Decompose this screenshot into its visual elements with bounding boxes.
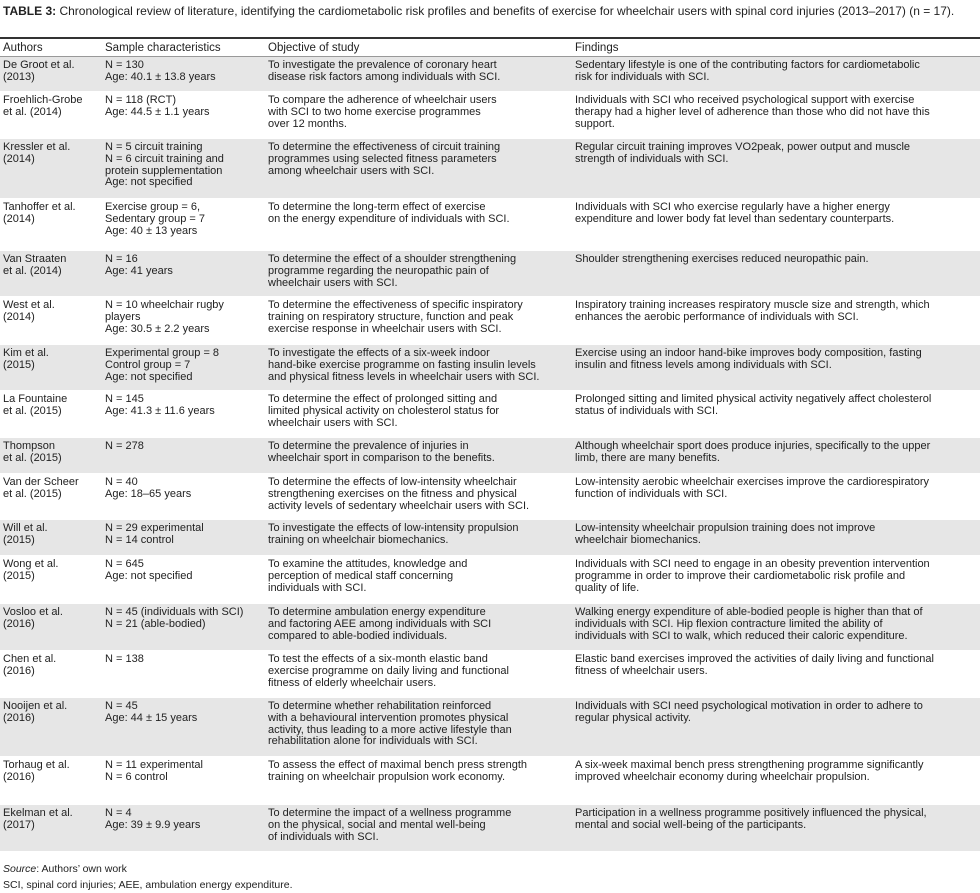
table-row	[0, 297, 980, 345]
objective-cell: To determine the effectiveness of specific inspiratory training on respiratory structure, function and peak exercise response in wheelchair users with SCI.	[268, 299, 523, 335]
sample-cell: N = 11 experimental N = 6 control	[105, 759, 203, 783]
sample-cell: Exercise group = 6, Sedentary group = 7 Age: 40 ± 13 years	[105, 201, 205, 237]
source-label: Source	[3, 863, 37, 875]
sample-cell: N = 40 Age: 18–65 years	[105, 476, 192, 500]
authors-cell: Thompson et al. (2015)	[3, 440, 62, 464]
table-row	[0, 604, 980, 651]
authors-cell: Kim et al. (2015)	[3, 347, 49, 371]
findings-cell: Although wheelchair sport does produce injuries, specifically to the upper limb, there are many benefits.	[575, 440, 931, 464]
authors-cell: Will et al. (2015)	[3, 522, 48, 546]
findings-cell: Individuals with SCI need to engage in an obesity prevention intervention programme in order to improve their cardiometabolic risk profile and quality of life.	[575, 558, 930, 594]
objective-cell: To investigate the effects of low-intensity propulsion training on wheelchair biomechanics.	[268, 522, 519, 546]
caption-text: Chronological review of literature, identifying the cardiometabolic risk profiles and benefits of exercise for wheelchair users with spinal cord injuries (2013–2017) (n = 17).	[56, 4, 955, 18]
table-row	[0, 805, 980, 852]
literature-table	[0, 37, 980, 852]
sample-cell: N = 118 (RCT) Age: 44.5 ± 1.1 years	[105, 94, 210, 118]
sample-cell: N = 45 (individuals with SCI) N = 21 (able-bodied)	[105, 606, 244, 630]
findings-cell: Elastic band exercises improved the activities of daily living and functional fitness of wheelchair users.	[575, 653, 934, 677]
findings-cell: Regular circuit training improves VO2peak, power output and muscle strength of individuals with SCI.	[575, 141, 911, 165]
sample-cell: Experimental group = 8 Control group = 7 Age: not specified	[105, 347, 220, 383]
authors-cell: Nooijen et al. (2016)	[3, 700, 68, 724]
authors-cell: Van Straaten et al. (2014)	[3, 253, 67, 277]
findings-cell: A six-week maximal bench press strengthening programme significantly improved wheelchair economy during wheelchair propulsion.	[575, 759, 924, 783]
authors-cell: Froehlich-Grobe et al. (2014)	[3, 94, 83, 118]
table-row	[0, 474, 980, 520]
findings-cell: Low-intensity aerobic wheelchair exercises improve the cardiorespiratory function of individuals with SCI.	[575, 476, 929, 500]
findings-cell: Individuals with SCI need psychological motivation in order to adhere to regular physical activity.	[575, 700, 923, 724]
authors-cell: De Groot et al. (2013)	[3, 59, 75, 83]
findings-cell: Individuals with SCI who received psychological support with exercise therapy had a higher level of adherence than those who did not have this support.	[575, 94, 930, 130]
sample-cell: N = 5 circuit training N = 6 circuit training and protein supplementation Age: not specified	[105, 141, 224, 189]
table-footer	[3, 861, 293, 893]
sample-cell: N = 45 Age: 44 ± 15 years	[105, 700, 198, 724]
table-row	[0, 651, 980, 698]
authors-cell: Ekelman et al. (2017)	[3, 807, 73, 831]
authors-cell: Vosloo et al. (2016)	[3, 606, 63, 630]
table-row	[0, 57, 980, 92]
table-row	[0, 698, 980, 757]
objective-cell: To determine the prevalence of injuries in wheelchair sport in comparison to the benefits.	[268, 440, 495, 464]
objective-cell: To determine whether rehabilitation reinforced with a behavioural intervention promotes physical activity, thus leading to a more active lifestyle than rehabilitation alone for individuals with SCI.	[268, 700, 512, 748]
sample-cell: N = 278	[105, 440, 144, 452]
sample-cell: N = 645 Age: not specified	[105, 558, 193, 582]
authors-cell: Chen et al. (2016)	[3, 653, 57, 677]
authors-cell: West et al. (2014)	[3, 299, 55, 323]
authors-cell: Wong et al. (2015)	[3, 558, 59, 582]
findings-cell: Walking energy expenditure of able-bodied people is higher than that of individuals with SCI. Hip flexion contracture limited the ability of individuals with SCI to walk, which reduced their caloric expenditure.	[575, 606, 923, 642]
header-authors: Authors	[0, 38, 102, 57]
header-sample: Sample characteristics	[102, 38, 265, 57]
objective-cell: To test the effects of a six-month elastic band exercise programme on daily living and functional fitness of elderly wheelchair users.	[268, 653, 509, 689]
header-row	[0, 38, 980, 57]
objective-cell: To determine the effect of prolonged sitting and limited physical activity on cholesterol status for wheelchair users with SCI.	[268, 393, 500, 429]
objective-cell: To assess the effect of maximal bench press strength training on wheelchair propulsion work economy.	[268, 759, 528, 783]
sample-cell: N = 130 Age: 40.1 ± 13.8 years	[105, 59, 216, 83]
table-row	[0, 520, 980, 556]
objective-cell: To investigate the prevalence of coronary heart disease risk factors among individuals with SCI.	[268, 59, 501, 83]
objective-cell: To determine the effects of low-intensity wheelchair strengthening exercises on the fitness and physical activity levels of sedentary wheelchair users with SCI.	[268, 476, 530, 512]
sample-cell: N = 145 Age: 41.3 ± 11.6 years	[105, 393, 215, 417]
objective-cell: To determine the effectiveness of circuit training programmes using selected fitness parameters among wheelchair users with SCI.	[268, 141, 501, 177]
header-findings: Findings	[572, 38, 980, 57]
findings-cell: Participation in a wellness programme positively influenced the physical, mental and social well-being of the participants.	[575, 807, 927, 831]
findings-cell: Individuals with SCI who exercise regularly have a higher energy expenditure and lower body fat level than sedentary counterparts.	[575, 201, 895, 225]
objective-cell: To examine the attitudes, knowledge and perception of medical staff concerning individuals with SCI.	[268, 558, 468, 594]
findings-cell: Shoulder strengthening exercises reduced neuropathic pain.	[575, 253, 869, 265]
table-row	[0, 556, 980, 604]
table-label: TABLE 3:	[3, 4, 57, 18]
table-row	[0, 139, 980, 199]
objective-cell: To determine the long-term effect of exercise on the energy expenditure of individuals with SCI.	[268, 201, 510, 225]
authors-cell: Kressler et al. (2014)	[3, 141, 71, 165]
header-objective: Objective of study	[265, 38, 572, 57]
sample-cell: N = 29 experimental N = 14 control	[105, 522, 204, 546]
authors-cell: Torhaug et al. (2016)	[3, 759, 70, 783]
table-row	[0, 92, 980, 139]
table-row	[0, 251, 980, 297]
sample-cell: N = 138	[105, 653, 144, 665]
findings-cell: Sedentary lifestyle is one of the contributing factors for cardiometabolic risk for individuals with SCI.	[575, 59, 920, 83]
objective-cell: To determine the impact of a wellness programme on the physical, social and mental well-being of individuals with SCI.	[268, 807, 512, 843]
findings-cell: Inspiratory training increases respiratory muscle size and strength, which enhances the aerobic performance of individuals with SCI.	[575, 299, 930, 323]
sample-cell: N = 10 wheelchair rugby players Age: 30.5 ± 2.2 years	[105, 299, 224, 335]
objective-cell: To investigate the effects of a six-week indoor hand-bike exercise programme on fasting insulin levels and physical fitness levels in wheelchair users with SCI.	[268, 347, 540, 383]
authors-cell: Tanhoffer et al. (2014)	[3, 201, 76, 225]
table-row	[0, 391, 980, 438]
table-row	[0, 345, 980, 391]
authors-cell: La Fountaine et al. (2015)	[3, 393, 68, 417]
findings-cell: Exercise using an indoor hand-bike improves body composition, fasting insulin and fitness levels among individuals with SCI.	[575, 347, 922, 371]
table-caption	[3, 5, 973, 18]
sample-cell: N = 4 Age: 39 ± 9.9 years	[105, 807, 201, 831]
abbreviations: SCI, spinal cord injuries; AEE, ambulation energy expenditure.	[3, 879, 293, 891]
findings-cell: Prolonged sitting and limited physical activity negatively affect cholesterol status of individuals with SCI.	[575, 393, 932, 417]
authors-cell: Van der Scheer et al. (2015)	[3, 476, 79, 500]
table-row	[0, 438, 980, 474]
findings-cell: Low-intensity wheelchair propulsion training does not improve wheelchair biomechanics.	[575, 522, 876, 546]
objective-cell: To determine the effect of a shoulder strengthening programme regarding the neuropathic pain of wheelchair users with SCI.	[268, 253, 517, 289]
table-row	[0, 199, 980, 251]
sample-cell: N = 16 Age: 41 years	[105, 253, 173, 277]
source-text: : Authors’ own work	[36, 863, 127, 875]
objective-cell: To compare the adherence of wheelchair users with SCI to two home exercise programmes over 12 months.	[268, 94, 497, 130]
objective-cell: To determine ambulation energy expenditure and factoring AEE among individuals with SCI compared to able-bodied individuals.	[268, 606, 492, 642]
table-row	[0, 757, 980, 805]
